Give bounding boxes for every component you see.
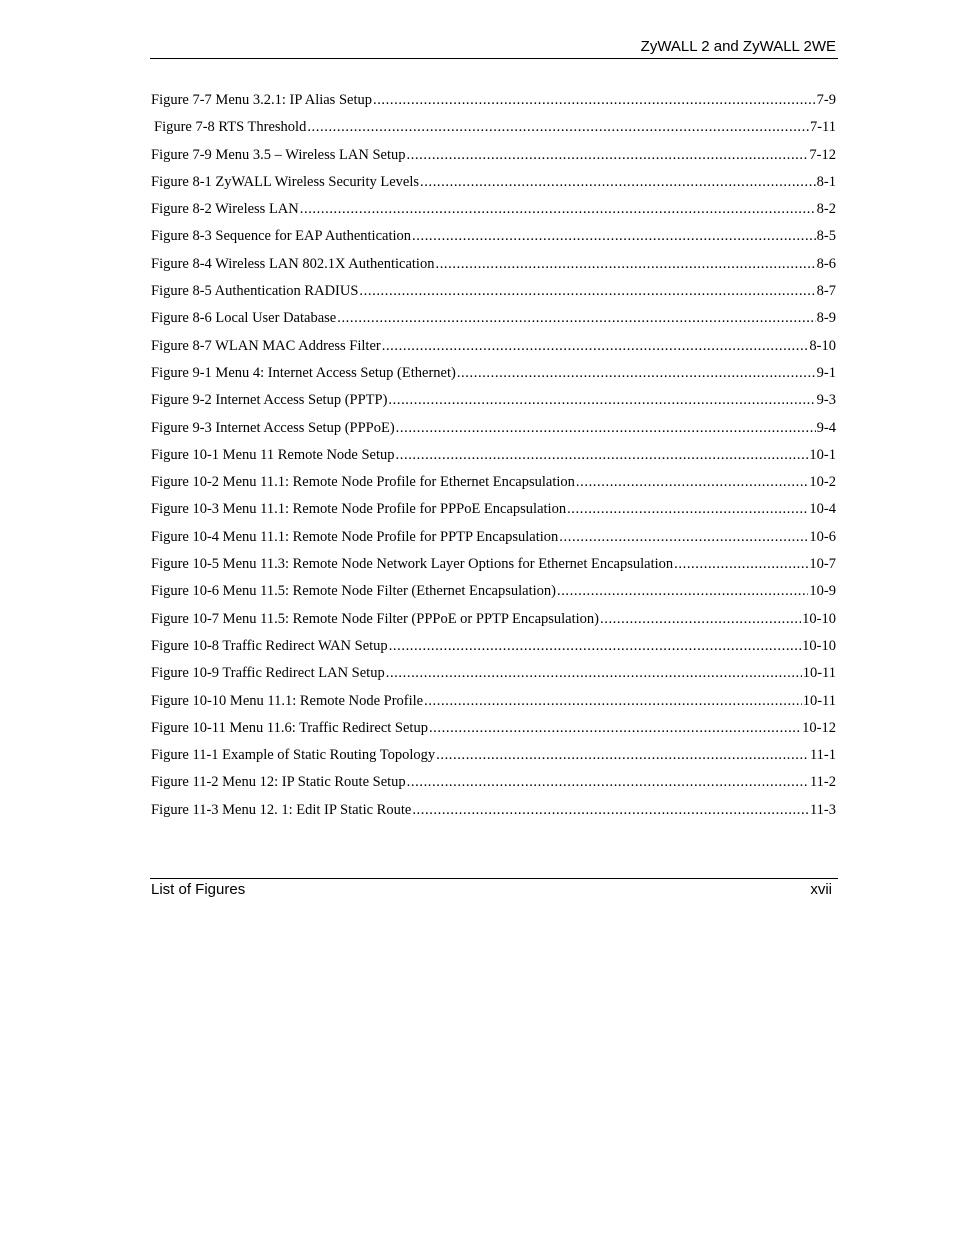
toc-entry-page: 8-6	[816, 255, 836, 272]
toc-entry-page: 9-1	[816, 364, 836, 381]
toc-entry[interactable]	[151, 387, 836, 414]
toc-dot-leader	[429, 715, 801, 742]
list-of-figures	[151, 87, 836, 824]
toc-dot-leader	[406, 142, 808, 169]
toc-entry-label: Figure 8-2 Wireless LAN	[151, 201, 299, 218]
toc-entry-page: 7-9	[816, 92, 836, 108]
toc-entry[interactable]	[151, 606, 836, 633]
toc-dot-leader	[412, 223, 816, 250]
toc-entry-label: Figure 10-7 Menu 11.5: Remote Node Filter (PPPoE or PPTP Encapsulation)	[151, 610, 599, 627]
toc-entry-page: 8-10	[809, 337, 836, 354]
toc-entry-page: 8-2	[816, 201, 836, 218]
toc-dot-leader	[674, 551, 808, 578]
toc-entry[interactable]	[151, 87, 836, 114]
toc-entry-page: 9-4	[816, 419, 836, 436]
toc-entry-page: 11-2	[809, 774, 836, 791]
toc-entry-label: Figure 10-5 Menu 11.3: Remote Node Network Layer Options for Ethernet Encapsulation	[151, 556, 674, 573]
toc-entry[interactable]	[151, 769, 836, 796]
toc-entry-label: Figure 8-4 Wireless LAN 802.1X Authentication	[151, 255, 435, 272]
toc-entry-label: Figure 8-5 Authentication RADIUS	[151, 283, 359, 300]
toc-dot-leader	[388, 387, 815, 414]
toc-entry[interactable]	[151, 742, 836, 769]
toc-entry[interactable]	[151, 442, 836, 469]
toc-entry-page: 10-11	[802, 665, 836, 682]
toc-entry-label: Figure 7-7 Menu 3.2.1: IP Alias Setup	[151, 92, 372, 108]
toc-entry-label: Figure 8-1 ZyWALL Wireless Security Levels	[151, 173, 420, 190]
toc-entry[interactable]	[151, 223, 836, 250]
toc-entry-page: 8-5	[816, 228, 836, 245]
toc-entry-page: 10-2	[809, 474, 836, 491]
toc-entry-page: 10-10	[802, 610, 836, 627]
footer-page-number: xvii	[810, 881, 832, 898]
toc-entry-label: Figure 9-3 Internet Access Setup (PPPoE)	[151, 419, 395, 436]
toc-dot-leader	[412, 797, 809, 824]
toc-entry[interactable]	[151, 196, 836, 223]
toc-entry-page: 9-3	[816, 392, 836, 409]
toc-dot-leader	[396, 442, 809, 469]
toc-dot-leader	[307, 114, 809, 141]
toc-entry-page: 8-9	[816, 310, 836, 327]
toc-entry-page: 10-6	[809, 528, 836, 545]
toc-entry-page: 10-1	[809, 446, 836, 463]
toc-entry-label: Figure 8-7 WLAN MAC Address Filter	[151, 337, 381, 354]
toc-entry-page: 7-11	[809, 119, 836, 136]
toc-entry-page: 11-1	[809, 747, 836, 764]
toc-dot-leader	[557, 578, 808, 605]
toc-entry-label: Figure 7-9 Menu 3.5 – Wireless LAN Setup	[151, 146, 406, 163]
toc-entry-label: Figure 10-9 Traffic Redirect LAN Setup	[151, 665, 385, 682]
toc-entry[interactable]	[151, 633, 836, 660]
toc-entry[interactable]	[151, 715, 836, 742]
toc-dot-leader	[300, 196, 816, 223]
toc-entry-label: Figure 10-3 Menu 11.1: Remote Node Profile for PPPoE Encapsulation	[151, 501, 567, 518]
toc-dot-leader	[457, 360, 816, 387]
toc-entry-label: Figure 11-1 Example of Static Routing Topology	[151, 747, 436, 764]
toc-entry-label: Figure 9-1 Menu 4: Internet Access Setup (Ethernet)	[151, 364, 456, 381]
toc-entry-page: 11-3	[809, 801, 836, 818]
toc-entry-page: 8-7	[816, 283, 836, 300]
toc-entry-label: Figure 11-2 Menu 12: IP Static Route Setup	[151, 774, 406, 791]
toc-entry-label: Figure 8-6 Local User Database	[151, 310, 337, 327]
toc-entry[interactable]	[151, 114, 836, 141]
toc-entry[interactable]	[151, 305, 836, 332]
toc-entry[interactable]	[151, 551, 836, 578]
toc-entry[interactable]	[151, 469, 836, 496]
toc-entry[interactable]	[151, 496, 836, 523]
toc-dot-leader	[600, 606, 801, 633]
toc-dot-leader	[359, 278, 815, 305]
toc-entry-page: 7-12	[809, 146, 836, 163]
toc-entry[interactable]	[151, 142, 836, 169]
toc-entry-label: Figure 10-8 Traffic Redirect WAN Setup	[151, 637, 388, 654]
toc-entry[interactable]	[151, 415, 836, 442]
toc-entry-label: Figure 10-11 Menu 11.6: Traffic Redirect Setup	[151, 719, 428, 736]
toc-entry[interactable]	[151, 333, 836, 360]
toc-entry-label: Figure 7-8 RTS Threshold	[154, 119, 307, 136]
footer-section-title: List of Figures	[151, 881, 246, 898]
toc-dot-leader	[576, 469, 809, 496]
toc-entry-label: Figure 8-3 Sequence for EAP Authentication	[151, 228, 412, 245]
toc-dot-leader	[424, 688, 802, 715]
toc-entry-label: Figure 10-2 Menu 11.1: Remote Node Profile for Ethernet Encapsulation	[151, 474, 575, 491]
toc-dot-leader	[389, 633, 801, 660]
toc-entry-label: Figure 10-1 Menu 11 Remote Node Setup	[151, 446, 395, 463]
toc-dot-leader	[373, 87, 816, 114]
toc-entry[interactable]	[151, 524, 836, 551]
toc-entry-page: 10-4	[809, 501, 836, 518]
toc-entry-label: Figure 9-2 Internet Access Setup (PPTP)	[151, 392, 388, 409]
toc-dot-leader	[407, 769, 809, 796]
toc-entry-page: 10-11	[802, 692, 836, 709]
toc-dot-leader	[382, 333, 809, 360]
toc-dot-leader	[386, 660, 802, 687]
toc-entry[interactable]	[151, 360, 836, 387]
toc-dot-leader	[337, 305, 815, 332]
toc-entry[interactable]	[151, 169, 836, 196]
toc-entry-label: Figure 10-6 Menu 11.5: Remote Node Filter (Ethernet Encapsulation)	[151, 583, 556, 600]
page-header	[150, 36, 838, 59]
toc-dot-leader	[559, 524, 808, 551]
toc-dot-leader	[396, 415, 816, 442]
toc-entry-label: Figure 10-10 Menu 11.1: Remote Node Profile	[151, 692, 424, 709]
toc-entry[interactable]	[151, 660, 836, 687]
header-title: ZyWALL 2 and ZyWALL 2WE	[640, 38, 836, 55]
toc-entry[interactable]	[151, 251, 836, 278]
toc-entry[interactable]	[151, 278, 836, 305]
toc-dot-leader	[420, 169, 816, 196]
page-footer	[150, 878, 838, 903]
toc-dot-leader	[435, 251, 815, 278]
toc-entry-label: Figure 11-3 Menu 12. 1: Edit IP Static Route	[151, 801, 412, 818]
toc-entry[interactable]	[151, 688, 836, 715]
toc-dot-leader	[567, 496, 808, 523]
toc-entry-page: 10-7	[809, 556, 836, 573]
toc-entry-page: 10-9	[809, 583, 836, 600]
toc-entry-page: 8-1	[816, 173, 836, 190]
toc-entry-label: Figure 10-4 Menu 11.1: Remote Node Profile for PPTP Encapsulation	[151, 528, 559, 545]
toc-dot-leader	[436, 742, 809, 769]
toc-entry-page: 10-12	[802, 719, 836, 736]
toc-entry-page: 10-10	[802, 637, 836, 654]
toc-entry[interactable]	[151, 578, 836, 605]
toc-entry[interactable]	[151, 797, 836, 824]
